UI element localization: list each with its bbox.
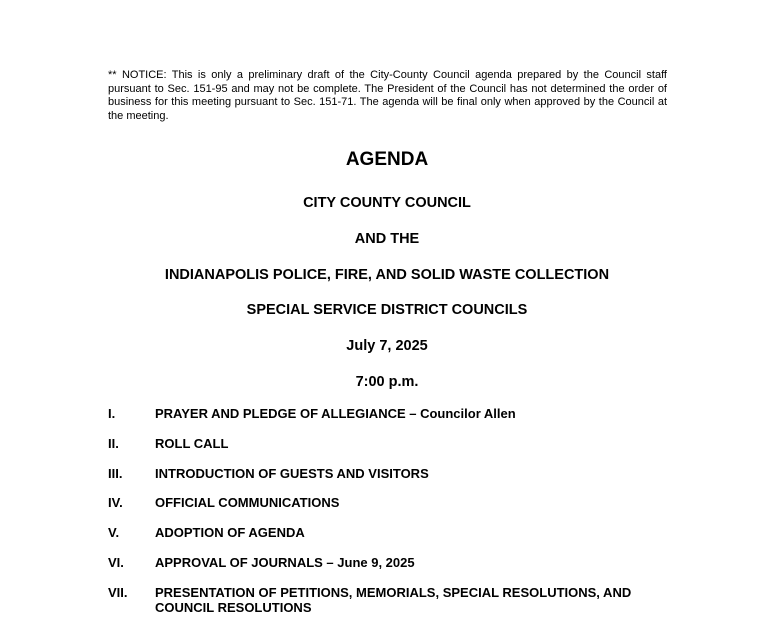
council-name: CITY COUNTY COUNCIL — [303, 195, 471, 211]
agenda-item-text: PRESENTATION OF PETITIONS, MEMORIALS, SPECIAL RESOLUTIONS, AND COUNCIL RESOLUTIONS — [155, 584, 632, 615]
preliminary-notice: ** NOTICE: This is only a preliminary draft of the City-County Council agenda prepared by the Council staff pursuant to Sec. 151-95 and may not be complete. The President of the Council has not determined the order of business for this meeting pursuant to Sec. 151-71. The agenda will be final only when approved by the Council at the meeting. — [108, 69, 667, 122]
agenda-item-number: IV. — [108, 495, 123, 511]
agenda-item — [108, 525, 668, 540]
agenda-item-text: ROLL CALL — [155, 435, 229, 451]
agenda-item — [108, 555, 668, 570]
agenda-item — [108, 436, 668, 451]
page-title: AGENDA — [345, 149, 429, 170]
agenda-item — [108, 466, 668, 481]
agenda-item-number: I. — [108, 406, 116, 421]
agenda-item-number: V. — [108, 525, 120, 541]
agenda-item-text: ADOPTION OF AGENDA — [155, 525, 305, 541]
special-district-line: INDIANAPOLIS POLICE, FIRE, AND SOLID WASTE COLLECTION — [164, 267, 610, 283]
meeting-date: July 7, 2025 — [346, 338, 428, 354]
agenda-item-number: III. — [108, 465, 123, 481]
agenda-list — [108, 406, 668, 630]
agenda-item-text: INTRODUCTION OF GUESTS AND VISITORS — [155, 465, 429, 481]
agenda-item — [108, 495, 668, 510]
agenda-item-text: PRAYER AND PLEDGE OF ALLEGIANCE – Councilor Allen — [155, 406, 516, 421]
meeting-time: 7:00 p.m. — [355, 374, 419, 390]
agenda-item-number: II. — [108, 435, 119, 451]
agenda-item-text: APPROVAL OF JOURNALS – June 9, 2025 — [155, 554, 415, 570]
agenda-item — [108, 585, 668, 615]
agenda-item — [108, 406, 668, 421]
conjunction-line: AND THE — [354, 231, 420, 247]
agenda-item-number: VI. — [108, 554, 124, 570]
agenda-item-text: OFFICIAL COMMUNICATIONS — [155, 495, 340, 511]
district-councils-line: SPECIAL SERVICE DISTRICT COUNCILS — [246, 302, 528, 318]
agenda-item-number: VII. — [108, 584, 128, 600]
